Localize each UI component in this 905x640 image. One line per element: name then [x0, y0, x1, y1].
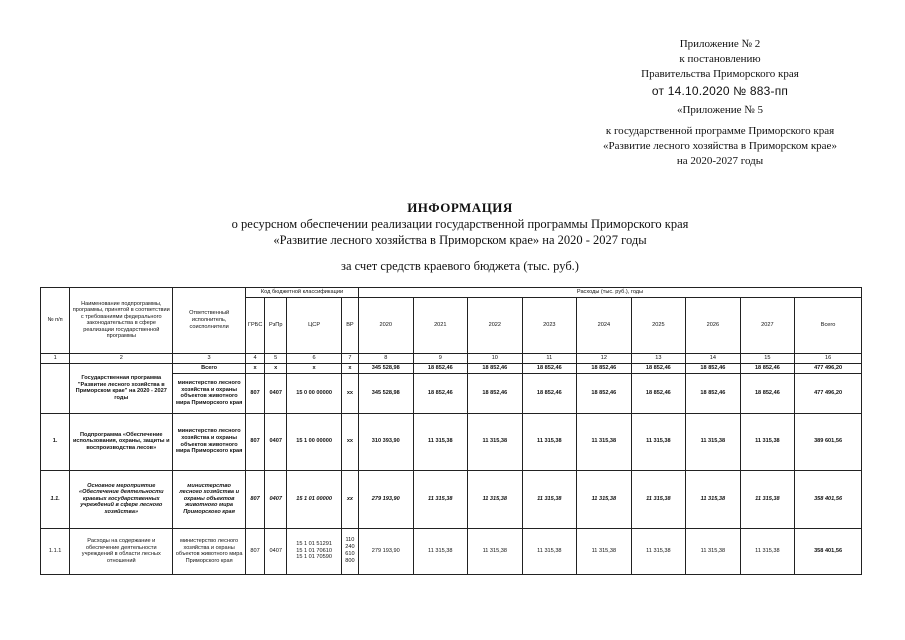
title-line-3: «Развитие лесного хозяйства в Приморском крае» на 2020 - 2027 годы	[273, 233, 647, 247]
row-value: 11 315,38	[631, 470, 686, 528]
row-value: 18 852,46	[522, 363, 577, 373]
row-value: 18 852,46	[631, 363, 686, 373]
row-value: 18 852,46	[577, 373, 632, 413]
row-vr: хх	[341, 413, 358, 470]
row-value: 18 852,46	[686, 363, 741, 373]
row-vr: хх	[341, 470, 358, 528]
row-total: 389 601,56	[795, 413, 862, 470]
row-value: 18 852,46	[631, 373, 686, 413]
row-value: 18 852,46	[468, 373, 523, 413]
col-csr-header: ЦСР	[287, 297, 342, 353]
row-value: 18 852,46	[686, 373, 741, 413]
row-value: 11 315,38	[413, 470, 468, 528]
row-rzpr: 0407	[265, 470, 287, 528]
row-executor: министерство лесного хозяйства и охраны объектов животного мира Приморского края	[173, 373, 246, 413]
row-vr: 240	[345, 544, 355, 551]
appendix-to: к постановлению	[679, 53, 761, 65]
row-value: 11 315,38	[468, 413, 523, 470]
row-grbs: х	[245, 363, 264, 373]
row-name: Государственная программа "Развитие лесного хозяйства в Приморском крае" на 2020 - 2027 годы	[70, 363, 173, 413]
year-header: 2026	[686, 297, 741, 353]
title-line-4: за счет средств краевого бюджета (тыс. руб.)	[341, 259, 579, 273]
year-header: 2022	[468, 297, 523, 353]
col-vr-header: ВР	[341, 297, 358, 353]
row-csr: 15 1 01 51291	[296, 541, 332, 548]
order-number: от 14.10.2020 № 883-пп	[651, 84, 789, 98]
row-csr: 15 1 01 70610	[296, 547, 332, 554]
row-rzpr: 0407	[265, 373, 287, 413]
row-value: 11 315,38	[413, 413, 468, 470]
col-number: 11	[522, 353, 577, 363]
col-number: 8	[359, 353, 414, 363]
col-number: 15	[740, 353, 795, 363]
row-total: 358 401,56	[795, 470, 862, 528]
appendix-government: Правительства Приморского края	[641, 68, 799, 80]
row-value: 11 315,38	[468, 528, 523, 574]
row-value: 18 852,46	[413, 363, 468, 373]
row-rzpr: 0407	[265, 413, 287, 470]
col-number: 4	[245, 353, 264, 363]
program-years: на 2020-2027 годы	[676, 155, 764, 167]
col-number: 12	[577, 353, 632, 363]
col-rzpr-header: РзПр	[265, 297, 287, 353]
row-value: 18 852,46	[740, 363, 795, 373]
row-grbs: 807	[245, 413, 264, 470]
row-value: 11 315,38	[577, 470, 632, 528]
appendix-header	[560, 37, 880, 169]
row-csr: 15 1 01 00000	[287, 470, 342, 528]
row-num: 1.1.1	[41, 528, 70, 574]
row-vr: х	[341, 363, 358, 373]
row-value: 11 315,38	[577, 528, 632, 574]
row-value: 345 528,98	[359, 373, 414, 413]
row-csr: 15 1 01 70590	[296, 554, 332, 561]
row-value: 11 315,38	[740, 528, 795, 574]
row-value: 11 315,38	[522, 413, 577, 470]
row-value: 11 315,38	[522, 470, 577, 528]
col-number: 10	[468, 353, 523, 363]
row-num: 1.	[41, 413, 70, 470]
col-number: 9	[413, 353, 468, 363]
year-header: 2027	[740, 297, 795, 353]
row-total: 358 401,56	[795, 528, 862, 574]
col-number: 6	[287, 353, 342, 363]
expenses-header: Расходы (тыс. руб.), годы	[359, 288, 862, 298]
program-ref: к государственной программе Приморского края	[605, 125, 835, 137]
row-rzpr: 0407	[265, 528, 287, 574]
row-value: 18 852,46	[468, 363, 523, 373]
col-number: 13	[631, 353, 686, 363]
row-value: 345 528,98	[359, 363, 414, 373]
row-value: 279 193,90	[359, 470, 414, 528]
column-number-row	[41, 353, 862, 363]
col-num-header: № п/п	[41, 288, 70, 354]
row-vr: 800	[345, 558, 355, 565]
row-value: 279 193,90	[359, 528, 414, 574]
table-row	[41, 413, 862, 470]
row-total: 477 496,20	[795, 363, 862, 373]
row-grbs: 807	[245, 373, 264, 413]
row-value: 310 393,90	[359, 413, 414, 470]
appendix-number: Приложение № 2	[679, 38, 761, 50]
year-header: 2023	[522, 297, 577, 353]
table-row	[41, 470, 862, 528]
col-number: 7	[341, 353, 358, 363]
row-value: 11 315,38	[468, 470, 523, 528]
row-executor: министерство лесного хозяйства и охраны объектов животного мира Приморского края	[173, 413, 246, 470]
row-name: Основное мероприятие «Обеспечение деятельности краевых государственных учреждений в сфере лесного хозяйства»	[70, 470, 173, 528]
table-row	[41, 528, 862, 574]
year-header: 2024	[577, 297, 632, 353]
row-value: 11 315,38	[740, 413, 795, 470]
row-csr: 15 1 00 00000	[287, 413, 342, 470]
row-value: 11 315,38	[686, 413, 741, 470]
year-header: 2020	[359, 297, 414, 353]
year-header: 2021	[413, 297, 468, 353]
row-vr: 110	[345, 537, 355, 544]
resource-table	[40, 287, 862, 575]
total-header: Всего	[795, 297, 862, 353]
row-vr-list	[341, 528, 358, 574]
row-executor: Всего	[173, 363, 246, 373]
row-value: 11 315,38	[522, 528, 577, 574]
col-number: 14	[686, 353, 741, 363]
row-value: 11 315,38	[631, 528, 686, 574]
row-vr: 610	[345, 551, 355, 558]
row-value: 18 852,46	[522, 373, 577, 413]
col-number: 1	[41, 353, 70, 363]
col-executor-header: Ответственный исполнитель, соисполнители	[173, 288, 246, 354]
row-csr: х	[287, 363, 342, 373]
row-value: 11 315,38	[577, 413, 632, 470]
row-executor: министерство лесного хозяйства и охраны объектов животного мира Приморского края	[173, 528, 246, 574]
col-number: 16	[795, 353, 862, 363]
row-csr: 15 0 00 00000	[287, 373, 342, 413]
row-grbs: 807	[245, 528, 264, 574]
row-total: 477 496,20	[795, 373, 862, 413]
row-value: 11 315,38	[686, 470, 741, 528]
col-name-header: Наименование подпрограммы, программы, принятой в соответствии с требованиями федерального законодательства в сфере реализации государственной программы	[70, 288, 173, 354]
budget-code-header: Код бюджетной классификации	[245, 288, 358, 298]
row-value: 11 315,38	[413, 528, 468, 574]
title-line-2: о ресурсном обеспечении реализации государственной программы Приморского края	[231, 217, 689, 231]
col-number: 2	[70, 353, 173, 363]
table-row	[41, 363, 862, 373]
year-header: 2025	[631, 297, 686, 353]
col-grbs-header: ГРБС	[245, 297, 264, 353]
row-value: 18 852,46	[413, 373, 468, 413]
row-name: Подпрограмма «Обеспечение использования, охраны, защиты и воспроизводства лесов»	[70, 413, 173, 470]
row-rzpr: х	[265, 363, 287, 373]
row-value: 11 315,38	[631, 413, 686, 470]
row-grbs: 807	[245, 470, 264, 528]
table-header-row	[41, 288, 862, 298]
row-num: 1.1.	[41, 470, 70, 528]
row-value: 18 852,46	[577, 363, 632, 373]
appendix-5: «Приложение № 5	[676, 104, 764, 116]
document-title	[110, 200, 810, 274]
program-name: «Развитие лесного хозяйства в Приморском крае»	[603, 140, 837, 152]
title-main: ИНФОРМАЦИЯ	[407, 200, 513, 215]
row-vr: хх	[341, 373, 358, 413]
col-number: 5	[265, 353, 287, 363]
row-num	[41, 363, 70, 413]
row-value: 11 315,38	[740, 470, 795, 528]
col-number: 3	[173, 353, 246, 363]
row-value: 18 852,46	[740, 373, 795, 413]
row-name: Расходы на содержание и обеспечение деятельности учреждений в области лесных отношений	[70, 528, 173, 574]
row-executor: министерство лесного хозяйства и охраны объектов животного мира Приморского края	[173, 470, 246, 528]
row-csr-list	[287, 528, 342, 574]
row-value: 11 315,38	[686, 528, 741, 574]
